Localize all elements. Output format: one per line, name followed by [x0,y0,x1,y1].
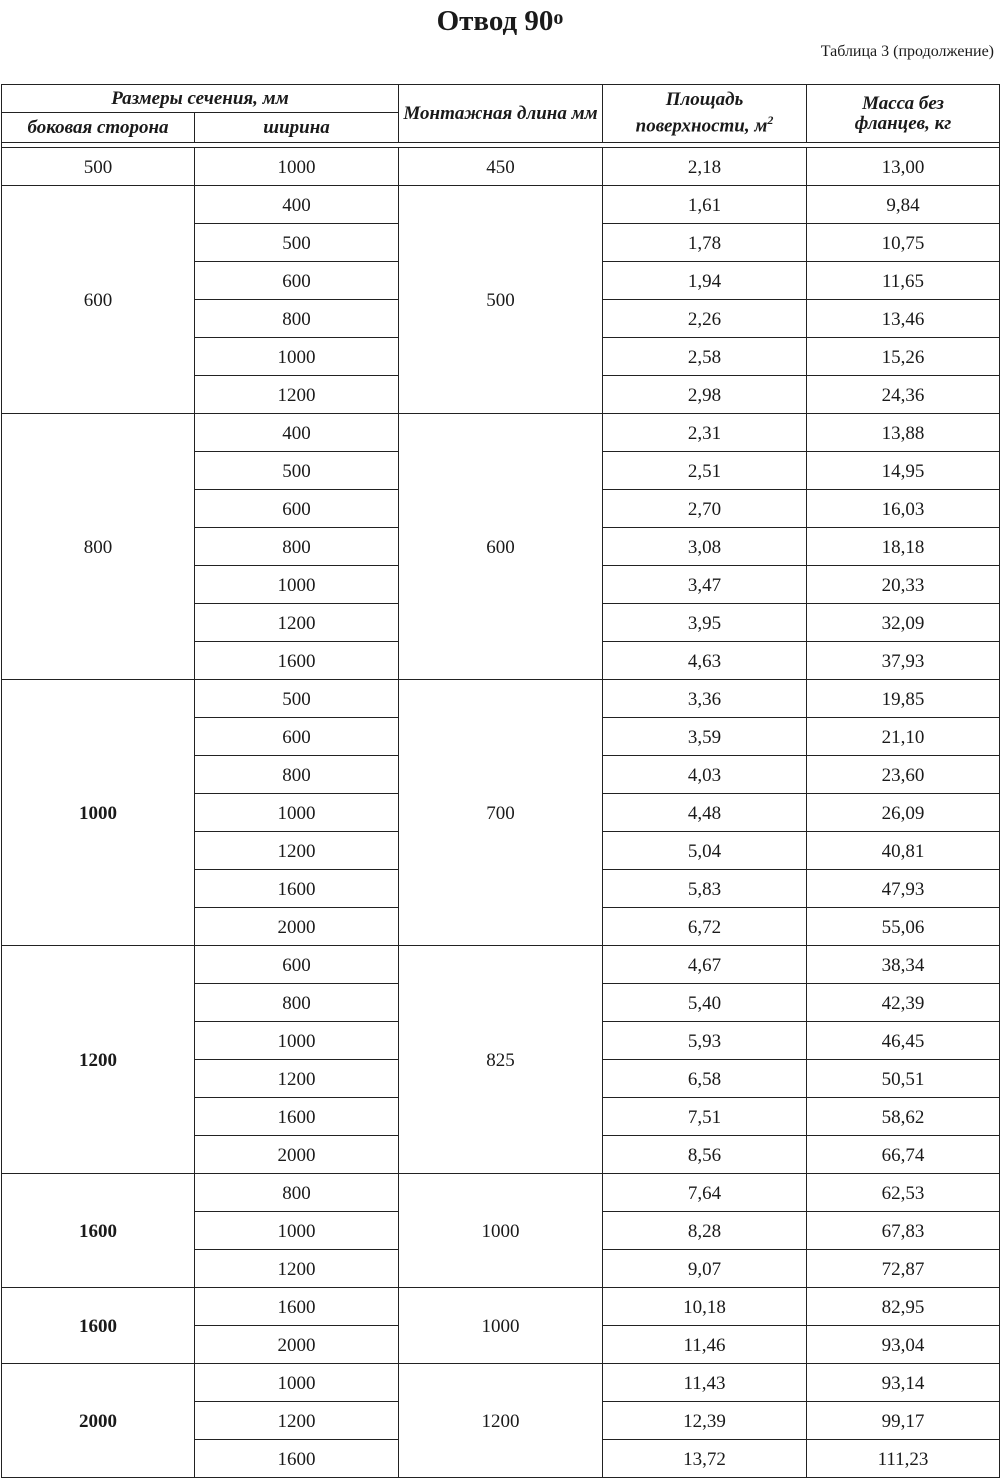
cell-side: 1600 [2,1174,195,1288]
cell-side: 2000 [2,1364,195,1478]
cell-width: 500 [195,452,399,490]
cell-area: 2,18 [603,148,807,186]
cell-area: 1,61 [603,186,807,224]
cell-width: 1200 [195,1402,399,1440]
cell-side: 1200 [2,946,195,1174]
cell-area: 5,04 [603,832,807,870]
cell-mass: 9,84 [807,186,1000,224]
table-caption: Таблица 3 (продолжение) [820,43,994,60]
cell-mass: 32,09 [807,604,1000,642]
cell-mass: 58,62 [807,1098,1000,1136]
cell-area: 8,56 [603,1136,807,1174]
cell-width: 800 [195,984,399,1022]
header-section-sizes: Размеры сечения, мм [2,85,399,113]
cell-mount-length: 500 [399,186,603,414]
cell-side: 500 [2,148,195,186]
cell-area: 11,43 [603,1364,807,1402]
cell-area: 13,72 [603,1440,807,1478]
cell-mount-length: 450 [399,148,603,186]
cell-mass: 19,85 [807,680,1000,718]
table-row [2,414,1000,452]
cell-area: 8,28 [603,1212,807,1250]
cell-side: 1600 [2,1288,195,1364]
cell-area: 11,46 [603,1326,807,1364]
cell-area: 2,58 [603,338,807,376]
cell-mount-length: 700 [399,680,603,946]
cell-mass: 37,93 [807,642,1000,680]
cell-side: 1000 [2,680,195,946]
cell-mass: 42,39 [807,984,1000,1022]
cell-width: 600 [195,718,399,756]
cell-mass: 66,74 [807,1136,1000,1174]
cell-area: 4,03 [603,756,807,794]
cell-width: 1000 [195,566,399,604]
cell-width: 400 [195,414,399,452]
cell-width: 1000 [195,1022,399,1060]
cell-area: 6,72 [603,908,807,946]
page-title: Отвод $90^о$ [436,5,564,37]
cell-mass: 93,14 [807,1364,1000,1402]
cell-width: 1200 [195,1250,399,1288]
cell-width: 400 [195,186,399,224]
cell-mass: 38,34 [807,946,1000,984]
cell-mass: 18,18 [807,528,1000,566]
cell-area: 4,67 [603,946,807,984]
cell-area: 1,78 [603,224,807,262]
cell-mass: 24,36 [807,376,1000,414]
table-row [2,1364,1000,1402]
cell-area: 5,83 [603,870,807,908]
cell-width: 1600 [195,870,399,908]
cell-area: 5,40 [603,984,807,1022]
header-surface-area: Площадь поверхности, $м^2$ [603,85,807,143]
cell-area: 3,59 [603,718,807,756]
cell-area: 7,51 [603,1098,807,1136]
cell-width: 1200 [195,1060,399,1098]
cell-area: 4,48 [603,794,807,832]
cell-side: 600 [2,186,195,414]
cell-width: 800 [195,528,399,566]
cell-mass: 20,33 [807,566,1000,604]
cell-area: 4,63 [603,642,807,680]
cell-mass: 10,75 [807,224,1000,262]
degree-mark: о [553,7,564,29]
cell-mass: 55,06 [807,908,1000,946]
cell-width: 1600 [195,1440,399,1478]
table-body [2,148,1000,1478]
header-mount-length: Монтажная длина мм [399,85,603,143]
cell-area: 6,58 [603,1060,807,1098]
cell-mass: 16,03 [807,490,1000,528]
cell-mass: 62,53 [807,1174,1000,1212]
cell-width: 1000 [195,148,399,186]
cell-mount-length: 1000 [399,1174,603,1288]
cell-area: 7,64 [603,1174,807,1212]
table-row [2,1288,1000,1326]
cell-width: 1600 [195,1098,399,1136]
cell-width: 1000 [195,338,399,376]
cell-mass: 82,95 [807,1288,1000,1326]
cell-width: 600 [195,262,399,300]
cell-width: 1200 [195,376,399,414]
table-row [2,1174,1000,1212]
cell-width: 2000 [195,908,399,946]
cell-mass: 13,46 [807,300,1000,338]
table-row [2,186,1000,224]
cell-width: 1600 [195,1288,399,1326]
cell-area: 2,26 [603,300,807,338]
cell-mass: 15,26 [807,338,1000,376]
cell-width: 600 [195,946,399,984]
cell-area: 2,31 [603,414,807,452]
cell-mass: 47,93 [807,870,1000,908]
cell-area: 2,51 [603,452,807,490]
cell-mass: 111,23 [807,1440,1000,1478]
cell-width: 2000 [195,1136,399,1174]
cell-width: 500 [195,224,399,262]
cell-width: 800 [195,300,399,338]
cell-width: 600 [195,490,399,528]
cell-area: 3,95 [603,604,807,642]
cell-mass: 50,51 [807,1060,1000,1098]
cell-area: 2,98 [603,376,807,414]
cell-mount-length: 1000 [399,1288,603,1364]
cell-width: 500 [195,680,399,718]
header-side: боковая сторона [2,113,195,143]
cell-area: 9,07 [603,1250,807,1288]
table-row [2,680,1000,718]
cell-mass: 13,88 [807,414,1000,452]
cell-mass: 72,87 [807,1250,1000,1288]
cell-width: 1200 [195,832,399,870]
header-width: ширина [195,113,399,143]
cell-mount-length: 600 [399,414,603,680]
data-table [1,84,1000,1478]
cell-mass: 93,04 [807,1326,1000,1364]
cell-mass: 14,95 [807,452,1000,490]
cell-area: 2,70 [603,490,807,528]
cell-mass: 21,10 [807,718,1000,756]
cell-area: 3,36 [603,680,807,718]
cell-mass: 11,65 [807,262,1000,300]
cell-width: 1000 [195,1212,399,1250]
cell-mass: 99,17 [807,1402,1000,1440]
table-row [2,946,1000,984]
cell-side: 800 [2,414,195,680]
cell-mass: 23,60 [807,756,1000,794]
cell-mount-length: 1200 [399,1364,603,1478]
cell-width: 1200 [195,604,399,642]
cell-mass: 26,09 [807,794,1000,832]
cell-width: 800 [195,1174,399,1212]
cell-width: 1000 [195,794,399,832]
cell-width: 1000 [195,1364,399,1402]
cell-area: 3,08 [603,528,807,566]
cell-area: 10,18 [603,1288,807,1326]
cell-mass: 67,83 [807,1212,1000,1250]
cell-mass: 13,00 [807,148,1000,186]
cell-width: 1600 [195,642,399,680]
cell-area: 1,94 [603,262,807,300]
cell-width: 2000 [195,1326,399,1364]
header-mass: Масса без фланцев, кг [807,85,1000,143]
cell-area: 12,39 [603,1402,807,1440]
cell-width: 800 [195,756,399,794]
cell-mount-length: 825 [399,946,603,1174]
cell-area: 3,47 [603,566,807,604]
cell-area: 5,93 [603,1022,807,1060]
cell-mass: 46,45 [807,1022,1000,1060]
cell-mass: 40,81 [807,832,1000,870]
table-row [2,148,1000,186]
